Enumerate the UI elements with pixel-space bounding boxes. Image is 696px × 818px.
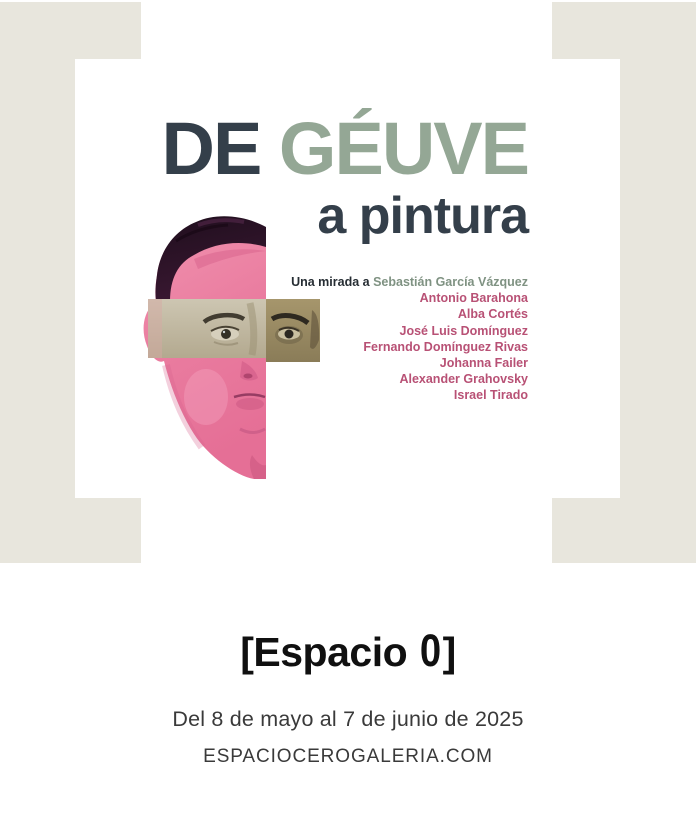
logo-close-bracket: ] <box>442 629 456 675</box>
credit-prefix: Una mirada a <box>291 275 374 289</box>
title-word-de: DE <box>161 107 261 190</box>
espacio-cero-logo <box>0 625 696 676</box>
credits-block <box>291 274 528 404</box>
artist-name: Alba Cortés <box>457 307 528 322</box>
exhibition-title <box>161 107 528 190</box>
frame-bottom-right-arm <box>552 498 696 563</box>
exhibition-subtitle: a pintura <box>317 187 528 245</box>
half-face-collage-image <box>140 215 326 485</box>
artist-name: Fernando Domínguez Rivas <box>363 339 528 354</box>
credit-line <box>291 274 528 290</box>
exhibition-dates: Del 8 de mayo al 7 de junio de 2025 <box>172 707 524 731</box>
frame-right-bar <box>620 2 696 563</box>
artist-name: Alexander Grahovsky <box>399 372 528 387</box>
title-word-geuve: GÉUVE <box>278 107 528 190</box>
logo-zero: 0 <box>419 625 441 676</box>
face-eye-strip <box>148 299 320 362</box>
artist-name: Antonio Barahona <box>419 291 528 306</box>
logo-open-bracket: [ <box>240 629 254 675</box>
frame-left-bar <box>0 2 75 563</box>
frame-bottom-left-arm <box>0 498 141 563</box>
credit-artist-name: Sebastián García Vázquez <box>373 275 528 289</box>
artist-name: Johanna Failer <box>439 356 528 371</box>
artist-name: Israel Tirado <box>453 388 528 403</box>
logo-word: Espacio <box>253 629 408 675</box>
gallery-website: ESPACIOCEROGALERIA.COM <box>203 746 493 767</box>
artist-name: José Luis Domínguez <box>399 323 528 338</box>
